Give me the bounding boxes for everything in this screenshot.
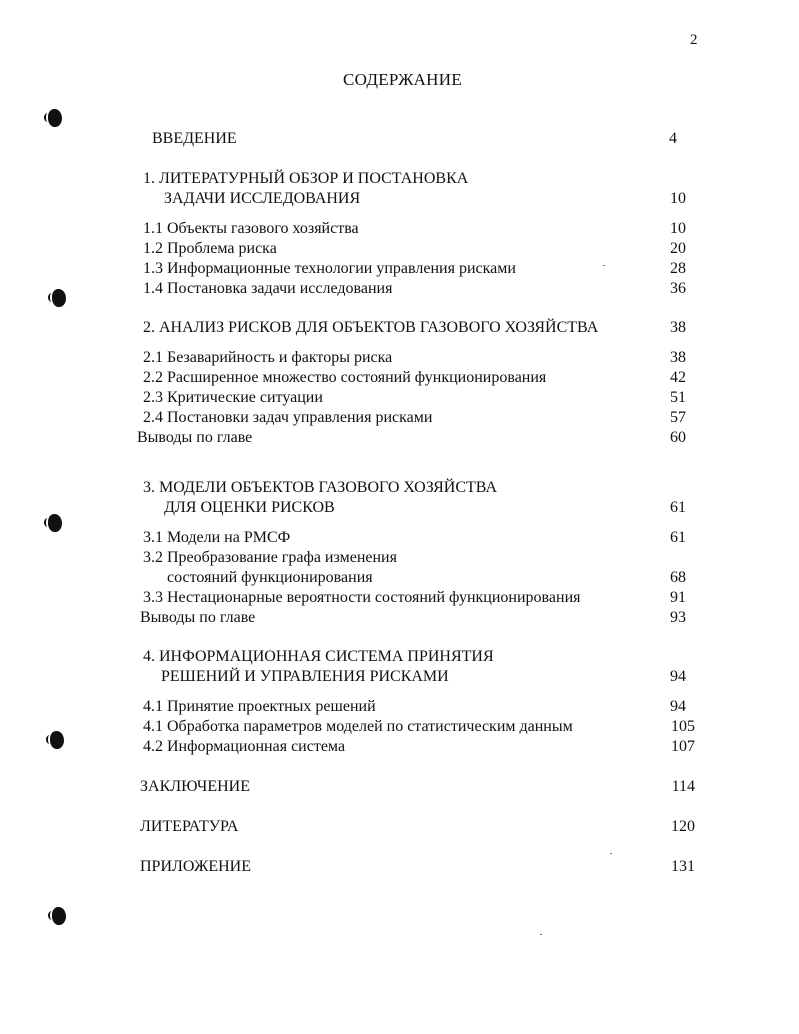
toc-section-3-1: 3.1 Модели на РМСФ — [143, 529, 291, 546]
toc-conclusions-2: Выводы по главе — [137, 429, 253, 446]
toc-section-3-2-line1: 3.2 Преобразование графа изменения — [143, 549, 397, 566]
toc-page-2-4: 57 — [670, 409, 686, 426]
toc-section-2-3: 2.3 Критические ситуации — [143, 389, 323, 406]
toc-section-3-3: 3.3 Нестационарные вероятности состояний функционирования — [143, 589, 581, 606]
toc-chapter-1-line2: ЗАДАЧИ ИССЛЕДОВАНИЯ — [164, 190, 361, 207]
toc-section-2-1: 2.1 Безаварийность и факторы риска — [143, 349, 393, 366]
toc-entry-intro: ВВЕДЕНИЕ — [152, 130, 237, 147]
toc-chapter-3-line2: ДЛЯ ОЦЕНКИ РИСКОВ — [164, 499, 335, 516]
toc-page-4-1b: 105 — [671, 718, 695, 735]
toc-section-1-3: 1.3 Информационные технологии управления рисками — [143, 260, 516, 277]
toc-section-3-2-line2: состояний функционирования — [167, 569, 373, 586]
page-title: СОДЕРЖАНИЕ — [342, 70, 463, 89]
scan-speck — [603, 265, 605, 266]
toc-section-4-2: 4.2 Информационная система — [143, 738, 346, 755]
toc-chapter-4-line1: 4. ИНФОРМАЦИОННАЯ СИСТЕМА ПРИНЯТИЯ — [143, 648, 494, 665]
binder-hole-mark — [50, 731, 64, 749]
toc-chapter-1-line1: 1. ЛИТЕРАТУРНЫЙ ОБЗОР И ПОСТАНОВКА — [143, 170, 469, 187]
toc-conclusions-3: Выводы по главе — [140, 609, 256, 626]
toc-page-chapter-1: 10 — [670, 190, 686, 207]
toc-page-1-3: 28 — [670, 260, 686, 277]
toc-page-4-1a: 94 — [670, 698, 686, 715]
binder-hole-mark — [48, 514, 62, 532]
toc-page-2-3: 51 — [670, 389, 686, 406]
toc-section-4-1b: 4.1 Обработка параметров моделей по статистическим данным — [143, 718, 573, 735]
toc-section-2-4: 2.4 Постановки задач управления рисками — [143, 409, 433, 426]
toc-page-chapter-2: 38 — [670, 319, 686, 336]
scan-speck — [610, 853, 612, 854]
toc-section-4-1a: 4.1 Принятие проектных решений — [143, 698, 376, 715]
toc-page-2-1: 38 — [670, 349, 686, 366]
binder-hole-mark — [52, 289, 66, 307]
toc-section-1-1: 1.1 Объекты газового хозяйства — [143, 220, 359, 237]
toc-chapter-2: 2. АНАЛИЗ РИСКОВ ДЛЯ ОБЪЕКТОВ ГАЗОВОГО ХОЗЯЙСТВА — [143, 319, 599, 336]
toc-page-1-1: 10 — [670, 220, 686, 237]
toc-page-intro: 4 — [669, 130, 677, 147]
toc-page-2-2: 42 — [670, 369, 686, 386]
toc-section-1-2: 1.2 Проблема риска — [143, 240, 277, 257]
toc-page-1-4: 36 — [670, 280, 686, 297]
page-number: 2 — [690, 32, 698, 48]
toc-conclusion: ЗАКЛЮЧЕНИЕ — [140, 778, 250, 795]
toc-page-literature: 120 — [671, 818, 695, 835]
toc-page-conclusion: 114 — [671, 778, 695, 795]
toc-page-3-2: 68 — [670, 569, 686, 586]
toc-page-chapter-4: 94 — [670, 668, 686, 685]
toc-chapter-3-line1: 3. МОДЕЛИ ОБЪЕКТОВ ГАЗОВОГО ХОЗЯЙСТВА — [143, 479, 497, 496]
toc-appendix: ПРИЛОЖЕНИЕ — [140, 858, 252, 875]
toc-page-conclusions-2: 60 — [670, 429, 686, 446]
toc-page-chapter-3: 61 — [670, 499, 686, 516]
toc-page-1-2: 20 — [670, 240, 686, 257]
toc-literature: ЛИТЕРАТУРА — [140, 818, 239, 835]
toc-section-2-2: 2.2 Расширенное множество состояний функционирования — [143, 369, 547, 386]
toc-page-3-3: 91 — [670, 589, 686, 606]
binder-hole-mark — [52, 907, 66, 925]
toc-page-4-2: 107 — [671, 738, 695, 755]
toc-page-conclusions-3: 93 — [670, 609, 686, 626]
toc-chapter-4-line2: РЕШЕНИЙ И УПРАВЛЕНИЯ РИСКАМИ — [161, 668, 449, 685]
binder-hole-mark — [48, 109, 62, 127]
toc-page-appendix: 131 — [671, 858, 695, 875]
toc-page-3-1: 61 — [670, 529, 686, 546]
toc-section-1-4: 1.4 Постановка задачи исследования — [143, 280, 393, 297]
scan-speck — [540, 934, 542, 935]
